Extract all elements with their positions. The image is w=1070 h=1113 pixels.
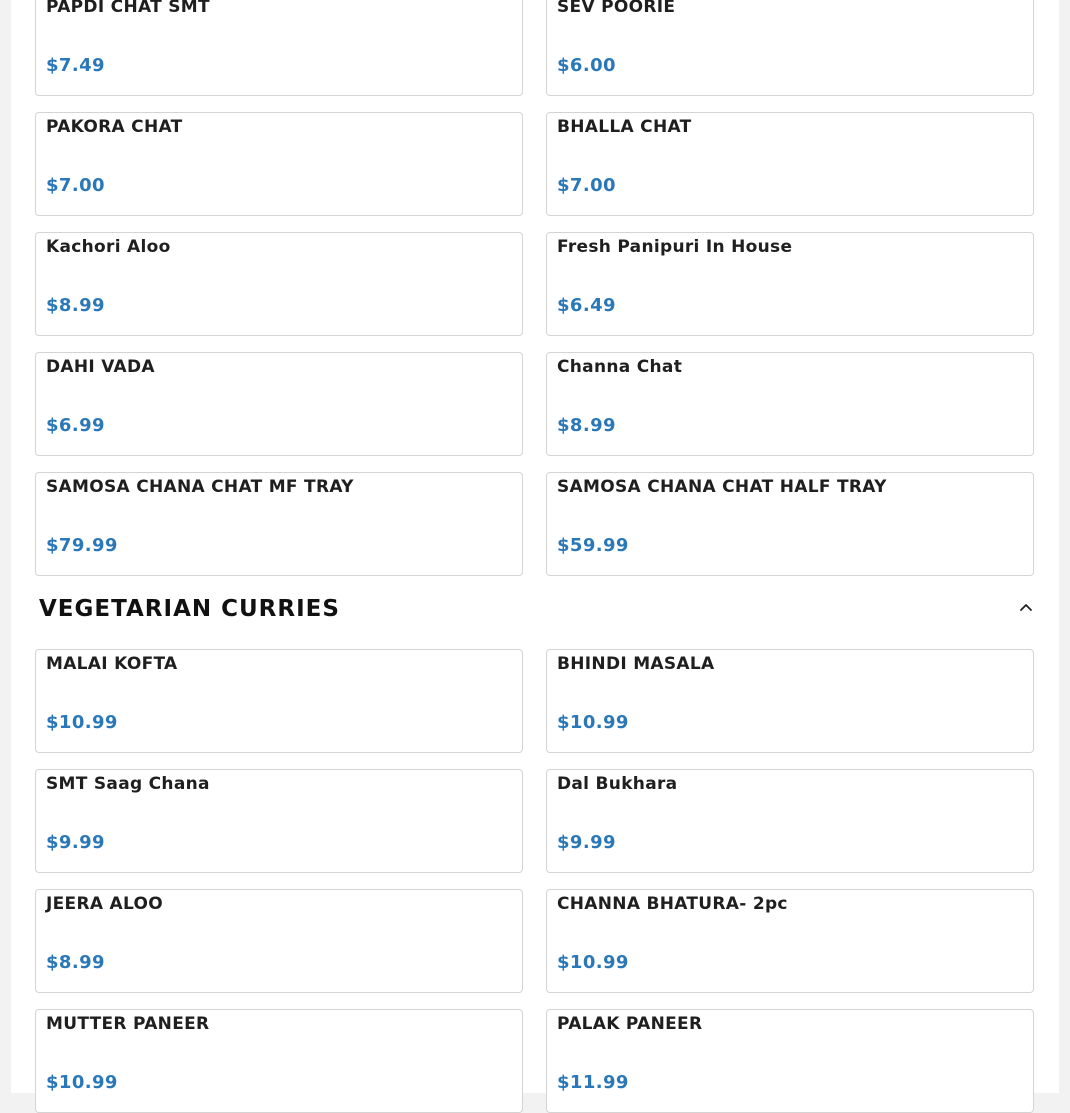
menu-item-card[interactable] xyxy=(35,649,523,753)
menu-item-price: $6.99 xyxy=(46,415,105,436)
menu-item-price: $9.99 xyxy=(557,832,616,853)
menu-item-price: $9.99 xyxy=(46,832,105,853)
menu-item-name: PAPDI CHAT SMT xyxy=(46,0,210,17)
menu-item-price: $7.49 xyxy=(46,55,105,76)
menu-item-name: SMT Saag Chana xyxy=(46,774,210,794)
menu-item-name: Channa Chat xyxy=(557,357,683,377)
menu-item-name: MALAI KOFTA xyxy=(46,654,178,674)
menu-item-card[interactable] xyxy=(35,769,523,873)
menu-item-name: SAMOSA CHANA CHAT HALF TRAY xyxy=(557,477,887,497)
menu-item-name: BHALLA CHAT xyxy=(557,117,692,137)
menu-item-card[interactable] xyxy=(546,889,1034,993)
menu-item-name: JEERA ALOO xyxy=(46,894,164,914)
menu-item-price: $79.99 xyxy=(46,535,118,556)
menu-item-name: BHINDI MASALA xyxy=(557,654,715,674)
menu-item-name: Kachori Aloo xyxy=(46,237,171,257)
menu-item-price: $7.00 xyxy=(46,175,105,196)
menu-item-name: SEV POORIE xyxy=(557,0,676,17)
menu-item-price: $59.99 xyxy=(557,535,629,556)
menu-item-price: $10.99 xyxy=(46,712,118,733)
menu-item-price: $10.99 xyxy=(46,1072,118,1093)
menu-item-price: $8.99 xyxy=(46,295,105,316)
menu-item-price: $11.99 xyxy=(557,1072,629,1093)
menu-item-card[interactable] xyxy=(546,112,1034,216)
menu-item-price: $6.00 xyxy=(557,55,616,76)
menu-item-card[interactable] xyxy=(35,112,523,216)
menu-item-name: SAMOSA CHANA CHAT MF TRAY xyxy=(46,477,354,497)
menu-item-price: $8.99 xyxy=(557,415,616,436)
section-title: VEGETARIAN CURRIES xyxy=(39,596,340,622)
menu-item-price: $8.99 xyxy=(46,952,105,973)
menu-item-card[interactable] xyxy=(35,0,523,96)
menu-item-price: $10.99 xyxy=(557,712,629,733)
menu-item-price: $7.00 xyxy=(557,175,616,196)
menu-item-card[interactable] xyxy=(546,352,1034,456)
menu-page xyxy=(11,0,1059,1093)
menu-item-card[interactable] xyxy=(35,1009,523,1113)
menu-item-name: PAKORA CHAT xyxy=(46,117,183,137)
menu-item-price: $10.99 xyxy=(557,952,629,973)
menu-item-price: $6.49 xyxy=(557,295,616,316)
chevron-up-icon[interactable] xyxy=(1018,599,1034,615)
menu-item-name: Dal Bukhara xyxy=(557,774,678,794)
menu-item-name: DAHI VADA xyxy=(46,357,155,377)
menu-item-name: PALAK PANEER xyxy=(557,1014,703,1034)
menu-item-card[interactable] xyxy=(546,1009,1034,1113)
menu-item-card[interactable] xyxy=(546,769,1034,873)
menu-item-card[interactable] xyxy=(35,232,523,336)
vegetarian-curries-grid xyxy=(35,649,1034,1113)
menu-item-card[interactable] xyxy=(35,472,523,576)
menu-item-card[interactable] xyxy=(546,0,1034,96)
menu-item-name: MUTTER PANEER xyxy=(46,1014,210,1034)
menu-item-card[interactable] xyxy=(546,232,1034,336)
menu-item-name: Fresh Panipuri In House xyxy=(557,237,793,257)
vegetarian-curries-header[interactable] xyxy=(39,596,1034,632)
menu-item-name: CHANNA BHATURA- 2pc xyxy=(557,894,788,914)
menu-item-card[interactable] xyxy=(35,889,523,993)
menu-item-card[interactable] xyxy=(546,472,1034,576)
menu-item-card[interactable] xyxy=(546,649,1034,753)
chat-items-grid xyxy=(35,0,1034,576)
menu-item-card[interactable] xyxy=(35,352,523,456)
